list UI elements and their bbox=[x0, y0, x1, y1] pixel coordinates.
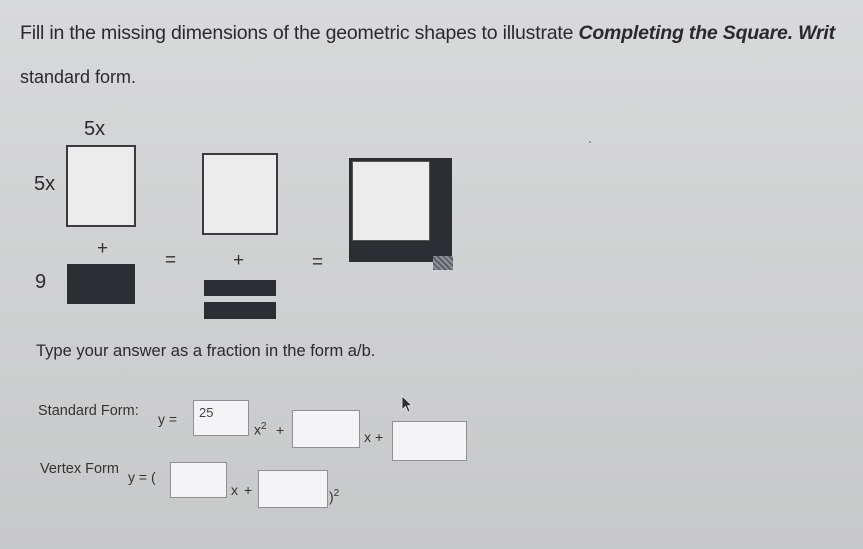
standard-form-x-squared bbox=[254, 421, 267, 438]
title-suffix: Writ bbox=[792, 22, 835, 44]
mouse-cursor-icon bbox=[400, 395, 414, 415]
square-5x-by-5x bbox=[66, 145, 136, 227]
close-paren: ) bbox=[329, 488, 334, 505]
vertex-form-label: Vertex Form bbox=[40, 461, 119, 477]
constant-label: 9 bbox=[35, 271, 47, 293]
instructions-line2: standard form. bbox=[20, 67, 137, 87]
middle-strip-bottom bbox=[204, 302, 276, 319]
completed-square-inner bbox=[352, 161, 430, 241]
instructions-title bbox=[20, 22, 835, 45]
side-dimension-label: 5x bbox=[34, 173, 56, 195]
standard-form-y-equals: y = bbox=[158, 411, 178, 427]
equals-sign-2: = bbox=[312, 252, 324, 273]
vertex-exponent: 2 bbox=[333, 488, 340, 499]
equals-sign-1: = bbox=[165, 250, 177, 271]
vertex-form-coefficient-input[interactable] bbox=[170, 462, 227, 498]
vertex-form-x: x bbox=[231, 482, 238, 498]
standard-form-b-input[interactable] bbox=[292, 410, 360, 448]
vertex-form-plus: + bbox=[244, 482, 253, 498]
standard-form-x: x bbox=[364, 429, 371, 445]
middle-square bbox=[202, 153, 278, 235]
dot-mark bbox=[589, 141, 591, 143]
x-squared-exponent: 2 bbox=[261, 421, 267, 432]
standard-form-a-input[interactable]: 25 bbox=[193, 400, 249, 436]
plus-sign: + bbox=[97, 238, 109, 259]
standard-form-label: Standard Form: bbox=[38, 403, 139, 419]
top-dimension-label: 5x bbox=[84, 118, 106, 140]
vertex-form-y-equals: y = ( bbox=[128, 469, 156, 485]
plus-sign-2: + bbox=[233, 250, 245, 271]
vertex-form-close-paren bbox=[329, 488, 339, 505]
standard-form-plus-2: + bbox=[375, 429, 384, 445]
title-text: Fill in the missing dimensions of the geometric shapes to illustrate bbox=[20, 22, 579, 44]
standard-form-c-input[interactable] bbox=[392, 421, 467, 461]
standard-form-plus-1: + bbox=[276, 422, 285, 438]
answer-instructions: Type your answer as a fraction in the form a/b. bbox=[36, 342, 376, 360]
constant-rectangle bbox=[67, 264, 135, 304]
middle-strip-top bbox=[204, 280, 276, 296]
x-squared-var: x bbox=[254, 421, 261, 438]
vertex-form-constant-input[interactable] bbox=[258, 470, 328, 508]
completion-corner-square bbox=[433, 256, 453, 270]
title-emphasis: Completing the Square. bbox=[578, 22, 793, 44]
